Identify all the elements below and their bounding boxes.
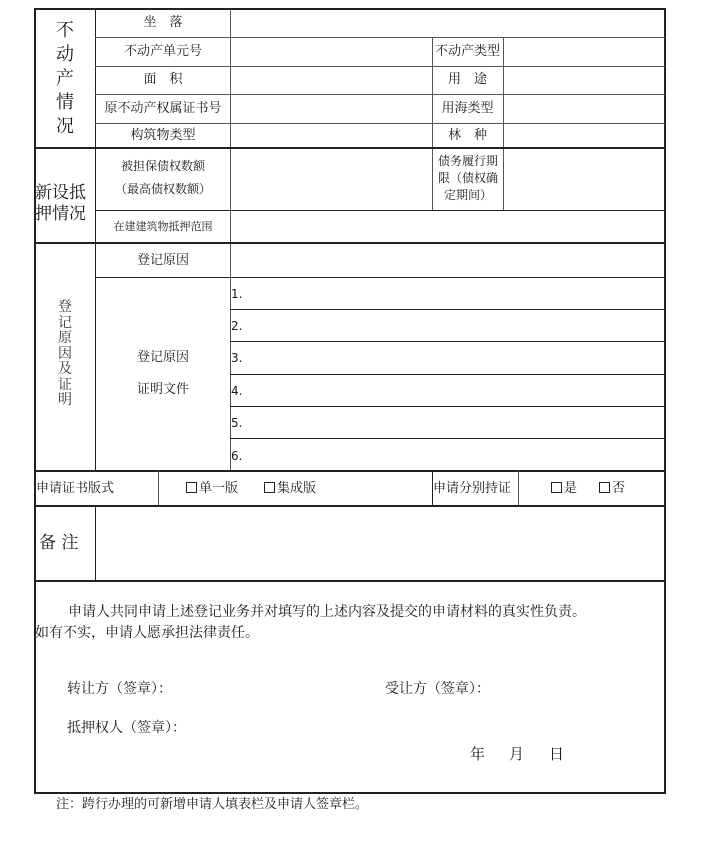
doc-item-input[interactable] [245, 278, 664, 309]
checkbox-icon[interactable] [264, 482, 275, 493]
doc-item-number: 4. [231, 384, 243, 398]
option-yes[interactable] [551, 482, 577, 495]
unit-number-input[interactable] [231, 38, 432, 66]
location-input[interactable] [231, 10, 664, 37]
label-usage: 用 途 [447, 72, 487, 87]
label-certificate-format: 申请证书版式 [36, 481, 115, 496]
title-char: 明 [58, 392, 72, 408]
sea-use-type-input[interactable] [504, 95, 664, 123]
property-type-input[interactable] [504, 38, 664, 66]
mortgagee-signature-label: 抵押权人（签章）： [67, 720, 186, 736]
label-remarks: 备 注 [39, 533, 79, 553]
title-char: 记 [58, 314, 72, 331]
option-label: 否 [612, 481, 626, 496]
title-char: 及 [58, 361, 72, 377]
doc-item-input[interactable] [245, 310, 664, 341]
doc-item-input[interactable] [245, 342, 664, 374]
option-no[interactable] [599, 482, 625, 495]
construction-scope-input[interactable] [231, 211, 664, 242]
option-label: 单一版 [199, 481, 239, 496]
title-char: 情 [56, 92, 74, 113]
transferee-signature-label: 受让方（签章）： [385, 681, 490, 697]
doc-item-input[interactable] [245, 439, 664, 470]
label-docs-line2: 证明文件 [136, 382, 189, 397]
reason-section-title [36, 300, 94, 409]
label-forest-type: 林 种 [447, 128, 487, 143]
doc-item-input[interactable] [245, 375, 664, 406]
term-line: 定期间） [443, 188, 492, 202]
label-unit-number: 不动产单元号 [123, 44, 202, 59]
doc-item-input[interactable] [245, 407, 664, 438]
option-single-edition[interactable] [186, 482, 238, 495]
label-construction-scope: 在建建筑物抵押范围 [113, 220, 213, 233]
option-integrated-edition[interactable] [264, 482, 316, 495]
label-secured-amount: 被担保债权数额 [120, 159, 205, 173]
mortgage-title-line: 押情况 [35, 204, 86, 224]
label-location: 坐 落 [143, 15, 183, 30]
transferor-signature-label: 转让方（签章）： [67, 681, 172, 697]
term-line: 限（债权确 [437, 171, 498, 185]
registration-reason-input[interactable] [231, 244, 664, 277]
title-char: 登 [58, 299, 72, 315]
option-label: 集成版 [277, 481, 317, 496]
label-debt-term [433, 153, 503, 204]
doc-item-number: 5. [231, 416, 243, 430]
forest-type-input[interactable] [504, 124, 664, 147]
title-char: 产 [56, 68, 74, 89]
original-cert-number-input[interactable] [231, 95, 432, 123]
title-char: 原 [58, 330, 72, 346]
declaration-text-line1: 申请人共同申请上述登记业务并对填写的上述内容及提交的申请材料的真实性负责。 [68, 604, 586, 620]
label-registration-reason: 登记原因 [136, 253, 189, 268]
doc-item-number: 6. [231, 449, 243, 463]
secured-amount-input[interactable] [231, 149, 432, 210]
title-char: 动 [56, 44, 74, 65]
checkbox-icon[interactable] [186, 482, 197, 493]
remarks-input[interactable] [96, 507, 664, 580]
label-docs-line1: 登记原因 [136, 350, 189, 365]
mortgage-section-title [35, 183, 97, 225]
property-section-title [36, 19, 94, 139]
declaration-text-line2: 如有不实，申请人愿承担法律责任。 [35, 625, 259, 641]
mortgage-title-line: 新设抵 [35, 183, 86, 203]
divider [518, 471, 519, 506]
option-label: 是 [564, 481, 578, 496]
label-original-cert-number: 原不动产权属证书号 [104, 101, 222, 116]
label-sea-use-type: 用海类型 [441, 101, 494, 116]
title-char: 证 [58, 376, 72, 393]
divider [34, 470, 666, 472]
date-month: 月 [509, 745, 525, 763]
label-structure-type: 构筑物类型 [130, 128, 196, 143]
checkbox-icon[interactable] [599, 482, 610, 493]
doc-item-number: 1. [231, 287, 243, 301]
doc-item-number: 3. [231, 351, 243, 365]
divider [34, 580, 666, 582]
border-right [664, 8, 666, 794]
title-char: 因 [58, 345, 72, 362]
term-line: 债务履行期 [437, 154, 498, 168]
date-day: 日 [549, 745, 565, 763]
title-char: 况 [56, 116, 74, 137]
footnote: 注：跨行办理的可新增申请人填表栏及申请人签章栏。 [56, 797, 369, 812]
title-char: 不 [56, 20, 74, 41]
usage-input[interactable] [504, 67, 664, 94]
date-year: 年 [470, 745, 486, 763]
divider [158, 471, 159, 506]
label-area: 面 积 [143, 72, 183, 87]
label-separate-certificates: 申请分别持证 [433, 481, 512, 496]
label-secured-amount-max: （最高债权数额） [114, 182, 211, 196]
checkbox-icon[interactable] [551, 482, 562, 493]
structure-type-input[interactable] [231, 124, 432, 147]
border-bottom [34, 792, 666, 794]
doc-item-number: 2. [231, 319, 243, 333]
debt-term-input[interactable] [504, 149, 664, 210]
label-property-type: 不动产类型 [434, 44, 500, 59]
area-input[interactable] [231, 67, 432, 94]
